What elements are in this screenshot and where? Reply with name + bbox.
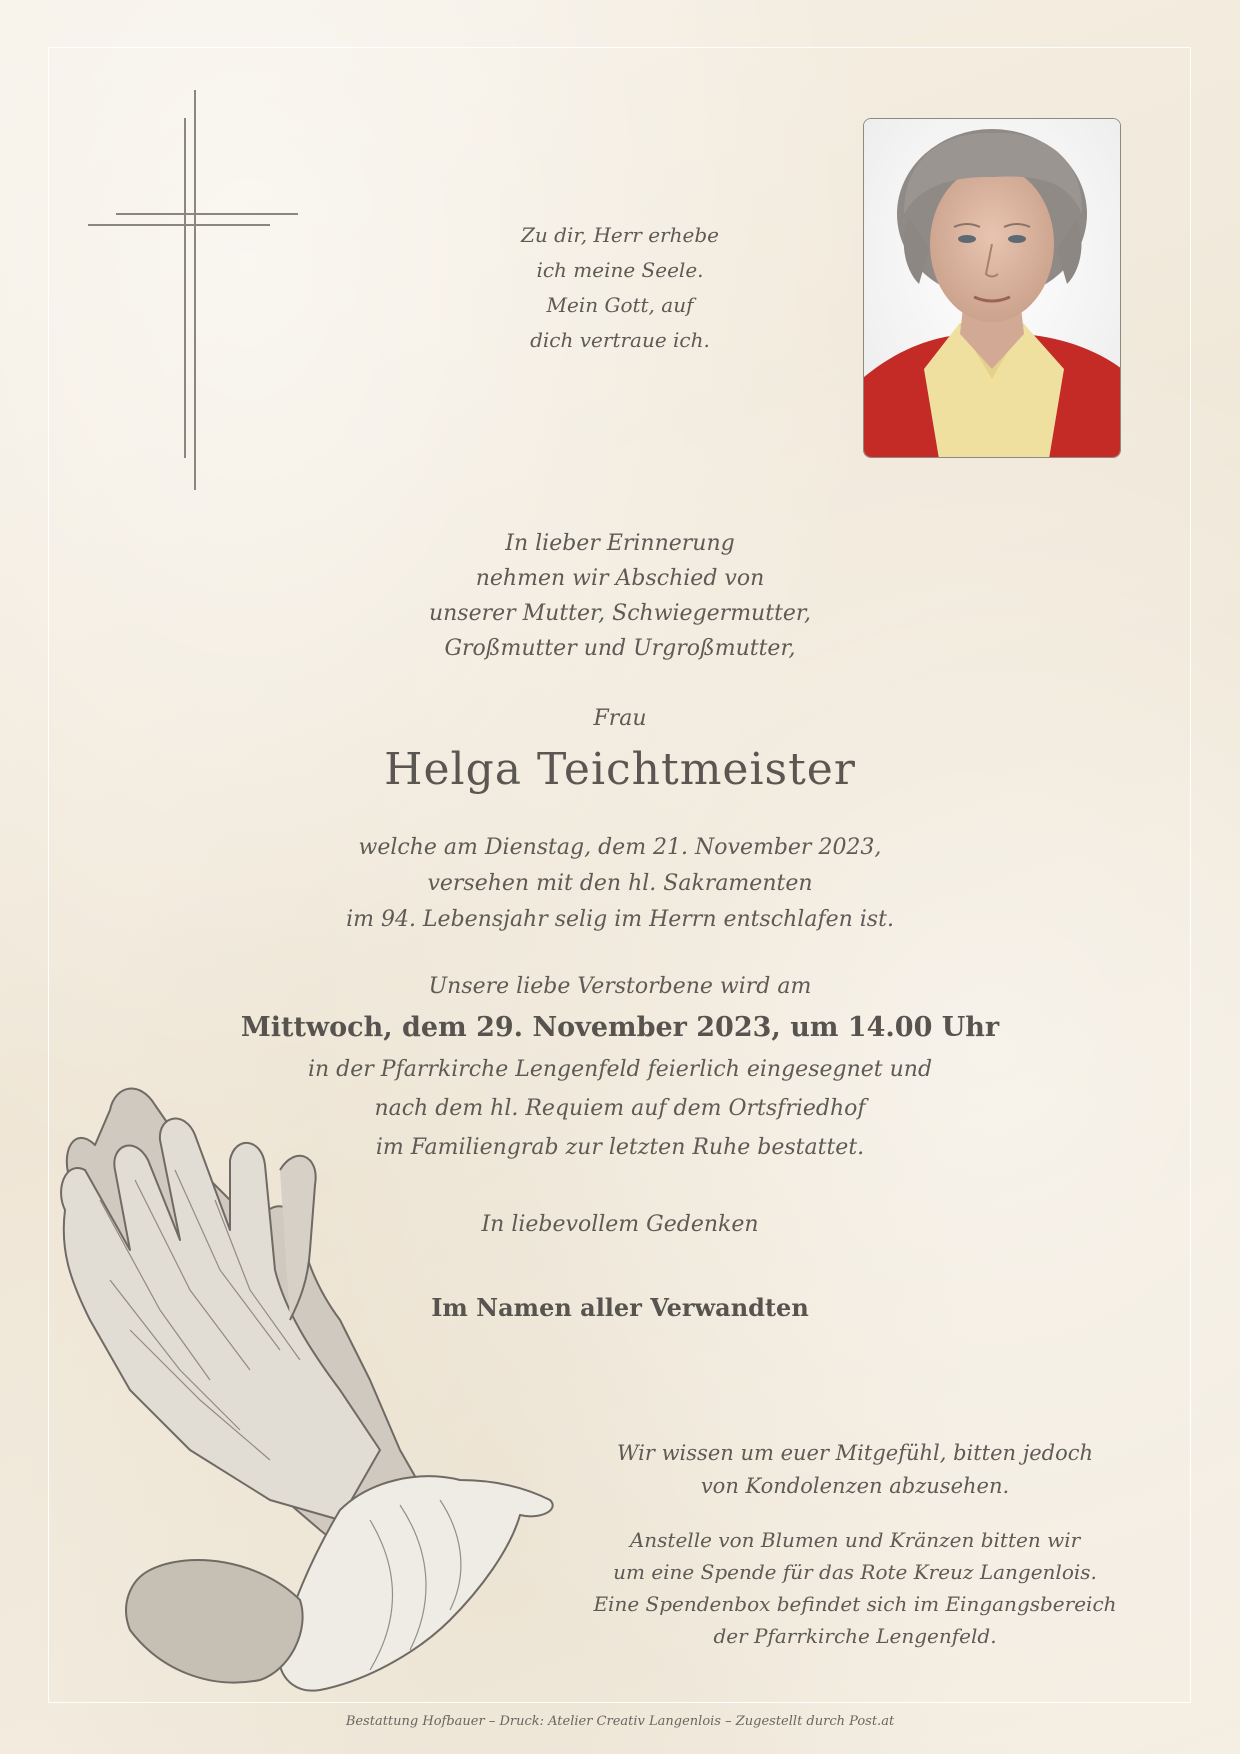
cross-icon	[88, 90, 298, 490]
psalm-line: dich vertraue ich.	[530, 328, 710, 352]
psalm-line: Mein Gott, auf	[546, 293, 694, 317]
portrait-photo	[863, 118, 1121, 458]
intro-line: Großmutter und Urgroßmutter,	[444, 636, 796, 661]
family-signature: Im Namen aller Verwandten	[431, 1293, 809, 1322]
donation-line: der Pfarrkirche Lengenfeld.	[713, 1624, 997, 1648]
intro-line: unserer Mutter, Schwiegermutter,	[428, 601, 812, 626]
funeral-line: nach dem hl. Requiem auf dem Ortsfriedhof	[374, 1096, 866, 1121]
psalm-line: Zu dir, Herr erhebe	[521, 223, 719, 247]
funeral-line: in der Pfarrkirche Lengenfeld feierlich eingesegnet und	[307, 1057, 933, 1082]
death-line: versehen mit den hl. Sakramenten	[427, 871, 813, 896]
footer-credits: Bestattung Hofbauer – Druck: Atelier Creativ Langenlois – Zugestellt durch Post.at	[345, 1714, 895, 1729]
death-notice	[250, 830, 990, 938]
funeral-line: im Familiengrab zur letzten Ruhe bestattet.	[375, 1135, 865, 1160]
deceased-name: Helga Teichtmeister	[384, 744, 856, 795]
condolence-line: von Kondolenzen abzusehen.	[700, 1474, 1010, 1498]
salutation: Frau	[593, 706, 647, 731]
funeral-date: Mittwoch, dem 29. November 2023, um 14.00 Uhr	[240, 1012, 1000, 1043]
condolence-line: Wir wissen um euer Mitgefühl, bitten jedoch	[616, 1441, 1094, 1465]
donation-line: um eine Spende für das Rote Kreuz Langenlois.	[613, 1560, 1097, 1584]
condolence-note	[580, 1437, 1130, 1503]
death-line: welche am Dienstag, dem 21. November 2023,	[358, 835, 882, 860]
donation-line: Anstelle von Blumen und Kränzen bitten wir	[629, 1528, 1081, 1552]
donation-note	[580, 1524, 1130, 1652]
funeral-lead: Unsere liebe Verstorbene wird am	[428, 974, 812, 999]
psalm-line: ich meine Seele.	[536, 258, 704, 282]
intro-text	[320, 526, 920, 666]
intro-line: nehmen wir Abschied von	[475, 566, 765, 591]
intro-line: In lieber Erinnerung	[505, 531, 735, 556]
donation-line: Eine Spendenbox befindet sich im Eingangsbereich	[593, 1592, 1117, 1616]
psalm-verse	[460, 218, 780, 358]
death-line: im 94. Lebensjahr selig im Herrn entschlafen ist.	[346, 907, 894, 932]
remembrance: In liebevollem Gedenken	[481, 1212, 759, 1237]
praying-hands-icon	[40, 1050, 580, 1710]
